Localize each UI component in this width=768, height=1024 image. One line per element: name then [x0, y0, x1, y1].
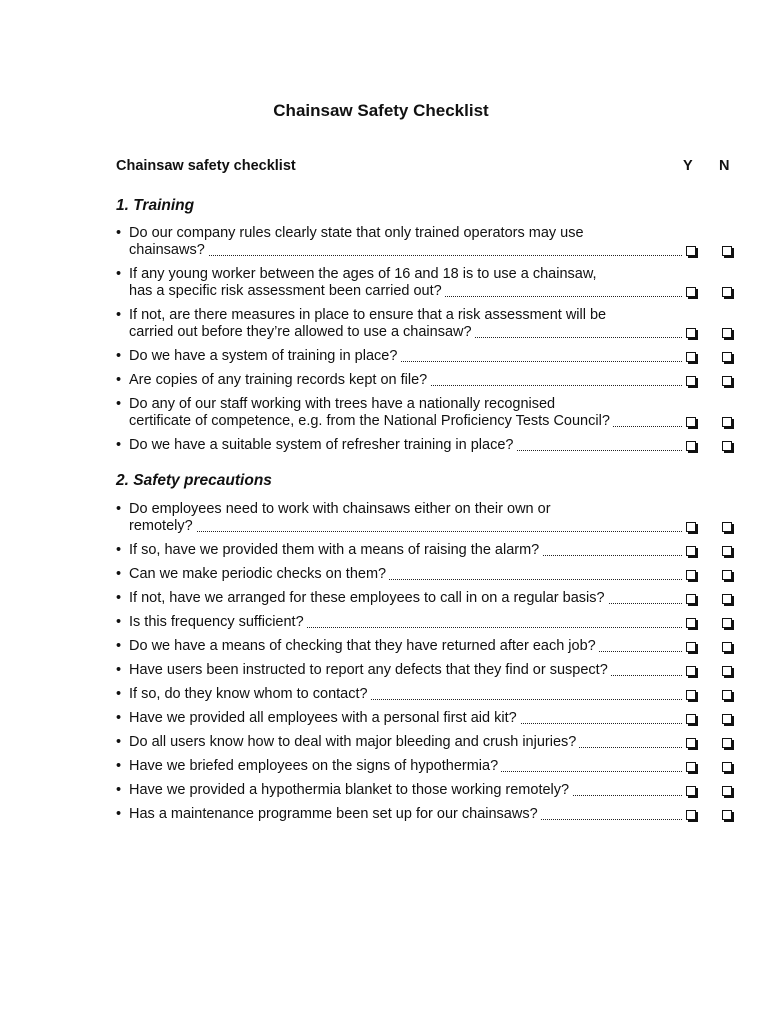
- dot-leader: [129, 253, 682, 256]
- yes-checkbox[interactable]: [686, 376, 696, 386]
- question-text: [129, 710, 729, 727]
- yes-checkbox[interactable]: [686, 246, 696, 256]
- question-text: [129, 686, 729, 703]
- no-checkbox[interactable]: [722, 522, 732, 532]
- bullet: •: [116, 638, 122, 654]
- question-text: [129, 734, 729, 751]
- no-checkbox[interactable]: [722, 690, 732, 700]
- question-text: [129, 662, 729, 679]
- question-line: Do any of our staff working with trees have a nationally recognised: [129, 396, 556, 412]
- bullet: •: [116, 758, 122, 774]
- yes-checkbox[interactable]: [686, 786, 696, 796]
- yes-checkbox[interactable]: [686, 762, 696, 772]
- yes-checkbox[interactable]: [686, 417, 696, 427]
- yes-checkbox[interactable]: [686, 546, 696, 556]
- no-checkbox[interactable]: [722, 246, 732, 256]
- checklist-header: [116, 158, 736, 178]
- question-line: Do our company rules clearly state that only trained operators may use: [129, 225, 584, 241]
- checklist-header-label: Chainsaw safety checklist: [116, 158, 296, 174]
- yes-checkbox[interactable]: [686, 328, 696, 338]
- yes-column-header: Y: [683, 158, 693, 174]
- question-text: [129, 266, 729, 300]
- no-checkbox[interactable]: [722, 417, 732, 427]
- question-text: [129, 638, 729, 655]
- no-checkbox[interactable]: [722, 642, 732, 652]
- dot-leader: [129, 529, 682, 532]
- question-line: has a specific risk assessment been carried out?: [129, 283, 682, 300]
- question-line: If so, have we provided them with a means of raising the alarm?: [129, 542, 682, 559]
- question-text: [129, 501, 729, 535]
- no-checkbox[interactable]: [722, 570, 732, 580]
- bullet: •: [116, 590, 122, 606]
- question-line: Has a maintenance programme been set up for our chainsaws?: [129, 806, 682, 823]
- bullet: •: [116, 566, 122, 582]
- question-line: certificate of competence, e.g. from the National Proficiency Tests Council?: [129, 413, 682, 430]
- yes-checkbox[interactable]: [686, 690, 696, 700]
- question-line: remotely?: [129, 518, 682, 535]
- bullet: •: [116, 614, 122, 630]
- question-line: If not, have we arranged for these employees to call in on a regular basis?: [129, 590, 682, 607]
- question-line: Do employees need to work with chainsaws either on their own or: [129, 501, 551, 517]
- bullet: •: [116, 734, 122, 750]
- bullet: •: [116, 542, 122, 558]
- question-line: Are copies of any training records kept on file?: [129, 372, 682, 389]
- no-checkbox[interactable]: [722, 352, 732, 362]
- question-line: If any young worker between the ages of 16 and 18 is to use a chainsaw,: [129, 266, 597, 282]
- bullet: •: [116, 225, 122, 241]
- question-text: [129, 758, 729, 775]
- no-column-header: N: [719, 158, 730, 174]
- no-checkbox[interactable]: [722, 810, 732, 820]
- no-checkbox[interactable]: [722, 714, 732, 724]
- section-heading: 1. Training: [116, 197, 195, 214]
- question-text: [129, 307, 729, 341]
- bullet: •: [116, 806, 122, 822]
- question-text: [129, 542, 729, 559]
- question-line: Have we briefed employees on the signs of hypothermia?: [129, 758, 682, 775]
- question-line: Have we provided all employees with a personal first aid kit?: [129, 710, 682, 727]
- yes-checkbox[interactable]: [686, 618, 696, 628]
- no-checkbox[interactable]: [722, 441, 732, 451]
- yes-checkbox[interactable]: [686, 441, 696, 451]
- question-line: Do we have a suitable system of refresher training in place?: [129, 437, 682, 454]
- yes-checkbox[interactable]: [686, 287, 696, 297]
- question-text: [129, 614, 729, 631]
- question-line: Do all users know how to deal with major bleeding and crush injuries?: [129, 734, 682, 751]
- question-line: carried out before they’re allowed to use a chainsaw?: [129, 324, 682, 341]
- no-checkbox[interactable]: [722, 594, 732, 604]
- bullet: •: [116, 266, 122, 282]
- question-text: [129, 372, 729, 389]
- question-line: Can we make periodic checks on them?: [129, 566, 682, 583]
- bullet: •: [116, 710, 122, 726]
- question-text: [129, 225, 729, 259]
- yes-checkbox[interactable]: [686, 570, 696, 580]
- question-line: chainsaws?: [129, 242, 682, 259]
- question-line: If so, do they know whom to contact?: [129, 686, 682, 703]
- question-line: If not, are there measures in place to ensure that a risk assessment will be: [129, 307, 607, 323]
- bullet: •: [116, 686, 122, 702]
- bullet: •: [116, 782, 122, 798]
- bullet: •: [116, 501, 122, 517]
- bullet: •: [116, 348, 122, 364]
- yes-checkbox[interactable]: [686, 738, 696, 748]
- yes-checkbox[interactable]: [686, 522, 696, 532]
- yes-checkbox[interactable]: [686, 594, 696, 604]
- bullet: •: [116, 396, 122, 412]
- no-checkbox[interactable]: [722, 738, 732, 748]
- no-checkbox[interactable]: [722, 762, 732, 772]
- yes-checkbox[interactable]: [686, 810, 696, 820]
- no-checkbox[interactable]: [722, 546, 732, 556]
- question-text: [129, 782, 729, 799]
- no-checkbox[interactable]: [722, 376, 732, 386]
- no-checkbox[interactable]: [722, 786, 732, 796]
- bullet: •: [116, 372, 122, 388]
- no-checkbox[interactable]: [722, 328, 732, 338]
- yes-checkbox[interactable]: [686, 642, 696, 652]
- question-text: [129, 590, 729, 607]
- bullet: •: [116, 437, 122, 453]
- question-line: Have users been instructed to report any defects that they find or suspect?: [129, 662, 682, 679]
- question-text: [129, 396, 729, 430]
- yes-checkbox[interactable]: [686, 666, 696, 676]
- no-checkbox[interactable]: [722, 287, 732, 297]
- bullet: •: [116, 662, 122, 678]
- question-line: Do we have a system of training in place?: [129, 348, 682, 365]
- question-text: [129, 806, 729, 823]
- question-text: [129, 566, 729, 583]
- question-line: Have we provided a hypothermia blanket to those working remotely?: [129, 782, 682, 799]
- yes-checkbox[interactable]: [686, 352, 696, 362]
- question-text: [129, 348, 729, 365]
- bullet: •: [116, 307, 122, 323]
- no-checkbox[interactable]: [722, 618, 732, 628]
- question-line: Is this frequency sufficient?: [129, 614, 682, 631]
- question-text: [129, 437, 729, 454]
- question-line: Do we have a means of checking that they have returned after each job?: [129, 638, 682, 655]
- page-title: Chainsaw Safety Checklist: [273, 101, 489, 120]
- no-checkbox[interactable]: [722, 666, 732, 676]
- section-heading: 2. Safety precautions: [116, 472, 272, 489]
- yes-checkbox[interactable]: [686, 714, 696, 724]
